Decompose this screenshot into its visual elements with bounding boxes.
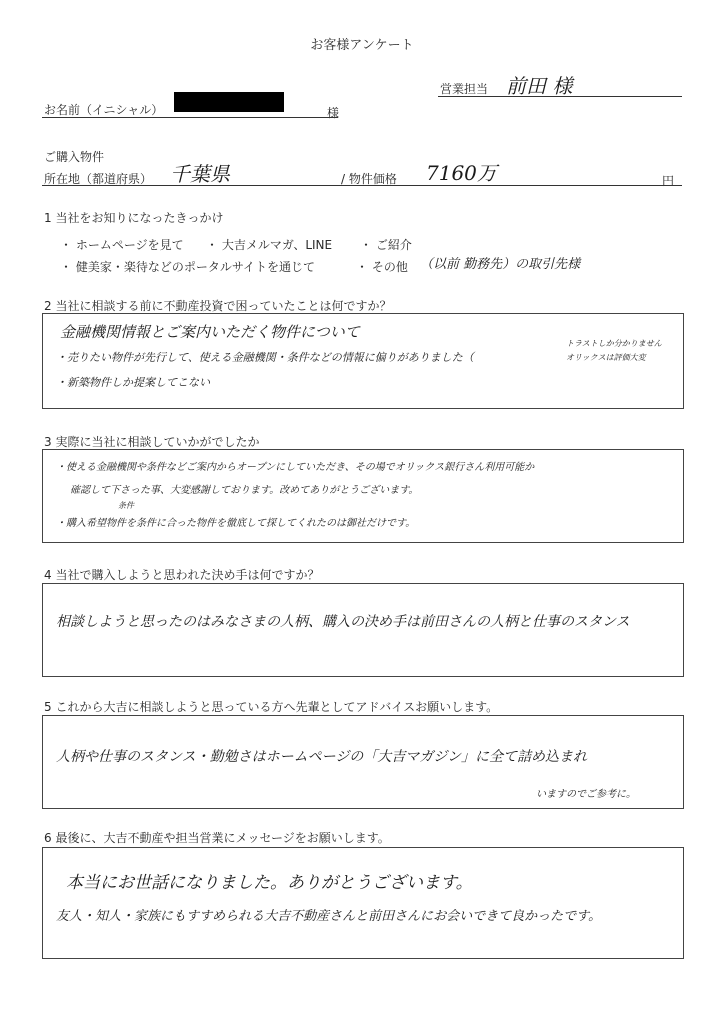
location-value: 千葉県 — [170, 162, 230, 186]
q1-option-other: ・ その他 — [356, 260, 408, 274]
q1-option-mailmag: ・ 大吉メルマガ、LINE — [206, 238, 333, 252]
name-label: お名前（イニシャル） — [44, 103, 164, 117]
q1-option-homepage: ・ ホームページを見て — [60, 238, 184, 252]
q2-note2: オリックスは評価大変 — [566, 353, 646, 362]
q6-line1: 本当にお世話になりました。ありがとうございます。 — [66, 873, 473, 893]
name-suffix: 様 — [327, 106, 340, 120]
q1-other-answer: （以前 勤務先）の取引先様 — [420, 257, 581, 272]
q5-title: 5 これから大吉に相談しようと思っている方へ先輩としてアドバイスお願いします。 — [44, 700, 499, 714]
location-label: 所在地（都道府県） — [44, 172, 153, 186]
price-unit: 円 — [662, 174, 675, 188]
q2-note1: トラストしか分かりません — [566, 339, 662, 348]
sales-rep-label: 営業担当 — [440, 82, 489, 96]
q3-line1: ・使える金融機関や条件などご案内からオープンにしていただき、その場でオリックス銀行さん利用可能か — [56, 462, 535, 473]
sales-rep-value: 前田 様 — [506, 74, 573, 98]
property-header: ご購入物件 — [44, 150, 105, 164]
q1-option-referral: ・ ご紹介 — [360, 238, 412, 252]
property-underline — [42, 185, 682, 186]
price-value: 7160万 — [426, 161, 497, 185]
q5-line1: 人柄や仕事のスタンス・勤勉さはホームページの「大吉マガジン」に全て詰め込まれ — [56, 749, 587, 765]
q2-line2: ・売りたい物件が先行して、使える金融機関・条件などの情報に偏りがありました（ — [56, 351, 474, 364]
q3-insert: 条件 — [118, 501, 134, 510]
price-label: / 物件価格 — [341, 172, 397, 186]
q3-line3: ・購入希望物件を条件に合った物件を徹底して探してくれたのは御社だけです。 — [56, 518, 416, 529]
name-underline — [42, 117, 338, 118]
q1-option-portal: ・ 健美家・楽待などのポータルサイトを通じて — [60, 260, 315, 274]
q2-title: 2 当社に相談する前に不動産投資で困っていたことは何ですか？ — [44, 299, 392, 313]
sales-rep-underline — [438, 96, 682, 97]
q3-title: 3 実際に当社に相談していかがでしたか — [44, 435, 260, 449]
q1-title: 1 当社をお知りになったきっかけ — [44, 211, 224, 225]
q4-title: 4 当社で購入しようと思われた決め手は何ですか？ — [44, 568, 320, 582]
q6-line2: 友人・知人・家族にもすすめられる大吉不動産さんと前田さんにお会いできて良かったです。 — [56, 909, 602, 924]
name-redaction — [174, 92, 284, 112]
q6-answer-box — [42, 847, 684, 959]
q6-title: 6 最後に、大吉不動産や担当営業にメッセージをお願いします。 — [44, 831, 390, 845]
q2-line1: 金融機関情報とご案内いただく物件について — [60, 323, 360, 341]
q2-line3: ・新築物件しか提案してこない — [56, 376, 210, 389]
q4-line1: 相談しようと思ったのはみなさまの人柄、購入の決め手は前田さんの人柄と仕事のスタンス — [56, 614, 630, 630]
q5-line2: いますのでご参考に。 — [536, 789, 636, 800]
page-title: お客様アンケート — [310, 38, 414, 53]
q3-line2: 確認して下さった事、大変感謝しております。改めてありがとうございます。 — [70, 485, 419, 496]
